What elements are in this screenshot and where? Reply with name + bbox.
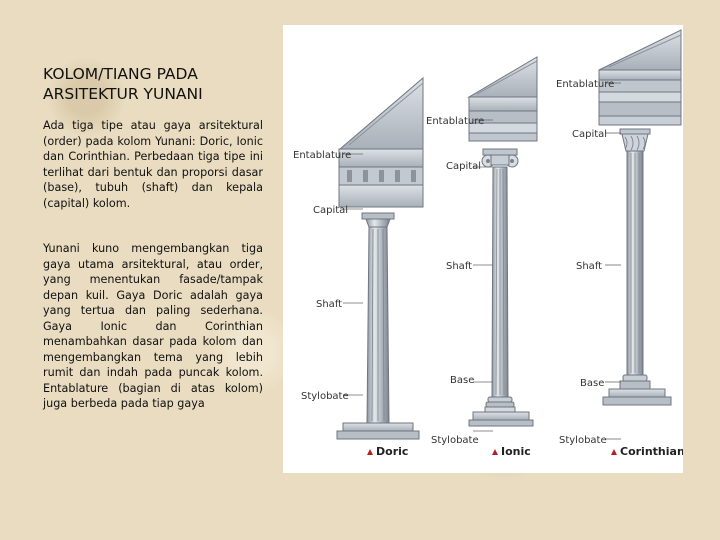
column-orders-illustration (283, 25, 683, 473)
doric-capital-label: Capital (313, 205, 349, 216)
column-orders-diagram (283, 25, 683, 473)
title-line-2: ARSITEKTUR YUNANI (43, 85, 203, 103)
ionic-stylobate-label: Stylobate (431, 435, 479, 446)
ionic-shaft-label: Shaft (446, 261, 473, 272)
corinthian-stylobate-label: Stylobate (559, 435, 607, 446)
doric-shaft-label: Shaft (316, 299, 343, 310)
doric-marker-icon (367, 449, 373, 455)
ionic-name-label: Ionic (501, 445, 531, 458)
slide-title (43, 64, 273, 104)
ionic-order (469, 57, 537, 426)
ionic-capital-label: Capital (446, 161, 482, 172)
corinthian-marker-icon (611, 449, 617, 455)
corinthian-base-label: Base (580, 378, 605, 389)
title-line-1: KOLOM/TIANG PADA (43, 65, 198, 83)
corinthian-name-label: Corinthian (620, 445, 683, 458)
corinthian-capital-label: Capital (572, 129, 608, 140)
corinthian-shaft-label: Shaft (576, 261, 603, 272)
paragraph-orders-intro: Ada tiga tipe atau gaya arsitektural (order) pada kolom Yunani: Doric, Ionic dan Corinthian. Perbedaan tiga tipe ini terlihat dari bentuk dan proporsi dasar (base), tubuh (shaft) dan kepala (capital) kolom. (43, 119, 263, 210)
paragraph-orders-history: Yunani kuno mengembangkan tiga gaya utama arsitektural, atau order, yang menentukan fasade/tampak depan kuil. Gaya Doric adalah gaya yang tertua dan paling sederhana. Gaya Ionic dan Corinthian menambahkan dasar pada kolom dan mengembangkan tema yang lebih rumit dan indah pada puncak kolom. Entablature (bagian di atas kolom) juga berbeda pada tiap gaya (43, 242, 263, 410)
doric-stylobate-label: Stylobate (301, 391, 349, 402)
doric-name-label: Doric (376, 445, 409, 458)
doric-entablature-label: Entablature (293, 150, 352, 161)
ionic-entablature-label: Entablature (426, 116, 485, 127)
ionic-base-label: Base (450, 375, 475, 386)
ionic-marker-icon (492, 449, 498, 455)
doric-order (337, 78, 423, 439)
corinthian-entablature-label: Entablature (556, 79, 615, 90)
